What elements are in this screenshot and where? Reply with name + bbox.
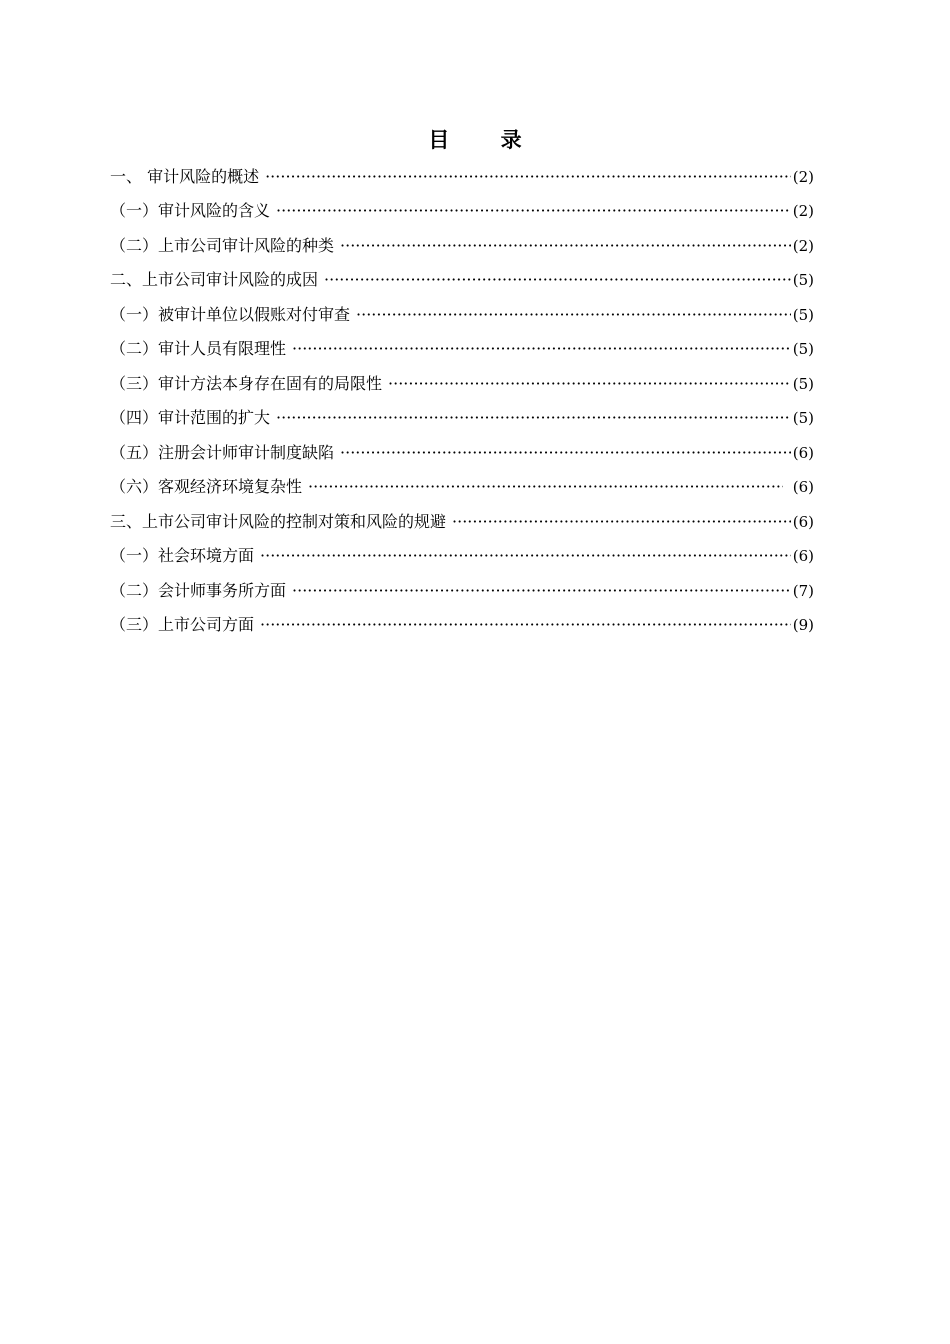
toc-entry-page: (2) [792,167,814,186]
toc-entry-label: 二、上市公司审计风险的成因 [110,270,319,289]
toc-entry[interactable] [110,498,814,533]
toc-entry-label: （一）审计风险的含义 [110,201,271,220]
dot-leader [292,580,791,602]
toc-entry-label: （二）审计人员有限理性 [110,339,287,358]
toc-entry-label: 三、上市公司审计风险的控制对策和风险的规避 [110,511,447,531]
toc-entry-label: （二）会计师事务所方面 [110,580,287,600]
toc-entry[interactable] [110,222,814,257]
dot-leader [340,235,791,257]
toc-entry-label: （六）客观经济环境复杂性 [110,477,303,496]
dot-leader [260,614,791,636]
toc-entry-page: (5) [792,409,814,427]
toc-entry-page: (2) [792,202,814,220]
dot-leader [265,166,791,188]
toc-entry-page: (2) [792,236,814,255]
dot-leader [356,304,791,326]
dot-leader [260,545,791,567]
toc-entry-label: （五）注册会计师审计制度缺陷 [110,442,335,462]
toc-entry[interactable] [110,533,814,568]
toc-entry-page: (5) [792,271,814,289]
dot-leader [388,373,791,395]
toc-entry[interactable] [110,464,814,499]
toc-entry-label: （三）审计方法本身存在固有的局限性 [110,373,383,393]
toc-entry-page: (5) [792,374,814,393]
toc-entry-label: （一）被审计单位以假账对付审查 [110,304,351,324]
toc-entry-label: （一）社会环境方面 [110,546,255,565]
toc-entry-page: (5) [792,340,814,358]
toc-entry-label: （二）上市公司审计风险的种类 [110,235,335,255]
toc-entry-page: (6) [792,512,814,531]
table-of-contents [110,153,814,636]
toc-entry[interactable] [110,395,814,430]
dot-leader [324,269,791,291]
toc-entry-page: (9) [792,616,814,634]
toc-entry[interactable] [110,602,814,637]
dot-leader [308,476,783,498]
toc-entry[interactable] [110,360,814,395]
toc-entry[interactable] [110,188,814,223]
toc-entry-label: （四）审计范围的扩大 [110,408,271,427]
toc-entry[interactable] [110,326,814,361]
toc-entry-page: (6) [792,443,814,462]
toc-entry-label: 一、 审计风险的概述 [110,166,260,186]
toc-entry[interactable] [110,257,814,292]
toc-entry-page: (6) [792,547,814,565]
toc-entry-page: (5) [792,305,814,324]
dot-leader [292,338,791,360]
toc-entry[interactable] [110,291,814,326]
dot-leader [452,511,791,533]
toc-entry[interactable] [110,567,814,602]
dot-leader [276,407,791,429]
toc-entry-page: (7) [792,581,814,600]
toc-title: 目 录 [428,127,544,152]
toc-entry[interactable] [110,429,814,464]
dot-leader [276,200,791,222]
toc-entry-label: （三）上市公司方面 [110,615,255,634]
dot-leader [340,442,791,464]
toc-entry[interactable] [110,153,814,188]
toc-entry-page: (6) [792,478,814,496]
